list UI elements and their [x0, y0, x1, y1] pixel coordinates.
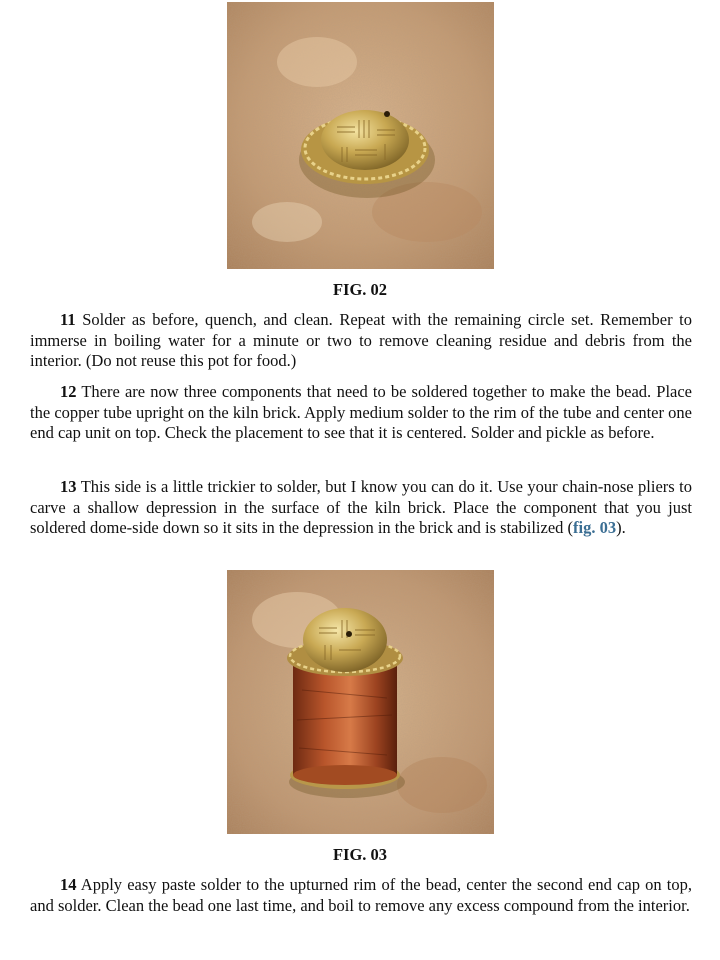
step-12-number: 12: [60, 382, 77, 401]
step-13-number: 13: [60, 477, 77, 496]
step-14-number: 14: [60, 875, 77, 894]
step-12-text: There are now three components that need to be soldered together to make the bead. Place the copper tube upright on the kiln brick. Apply medium solder to the rim of the tube and center one end cap unit on top. Check the placement to see that it is centered. Solder and pickle as before.: [30, 382, 692, 442]
fig-03-photo: [227, 570, 494, 834]
step-12-paragraph: [30, 382, 692, 444]
step-13-text-after: ).: [616, 518, 626, 537]
step-13-paragraph: [30, 477, 692, 539]
fig-02-photo: [227, 2, 494, 269]
step-14-paragraph: [30, 875, 692, 916]
step-13-text-before: This side is a little trickier to solder, but I know you can do it. Use your chain-nose pliers to carve a shallow depression in the surface of the kiln brick. Place the component that you just soldered dome-side down so it sits in the depression in the brick and is stabilized (: [30, 477, 692, 537]
step-14-text: Apply easy paste solder to the upturned rim of the bead, center the second end cap on top, and solder. Clean the bead one last time, and boil to remove any excess compound from the interior.: [30, 875, 693, 915]
step-11-number: 11: [60, 310, 76, 329]
step-11-paragraph: [30, 310, 692, 372]
fig-03-link[interactable]: fig. 03: [573, 518, 617, 537]
fig-02-caption: FIG. 02: [332, 280, 388, 299]
step-11-text: Solder as before, quench, and clean. Repeat with the remaining circle set. Remember to immerse in boiling water for a minute or two to remove cleaning residue and debris from the interior. (Do not reuse this pot for food.): [30, 310, 692, 370]
fig-03-caption: FIG. 03: [332, 845, 388, 864]
